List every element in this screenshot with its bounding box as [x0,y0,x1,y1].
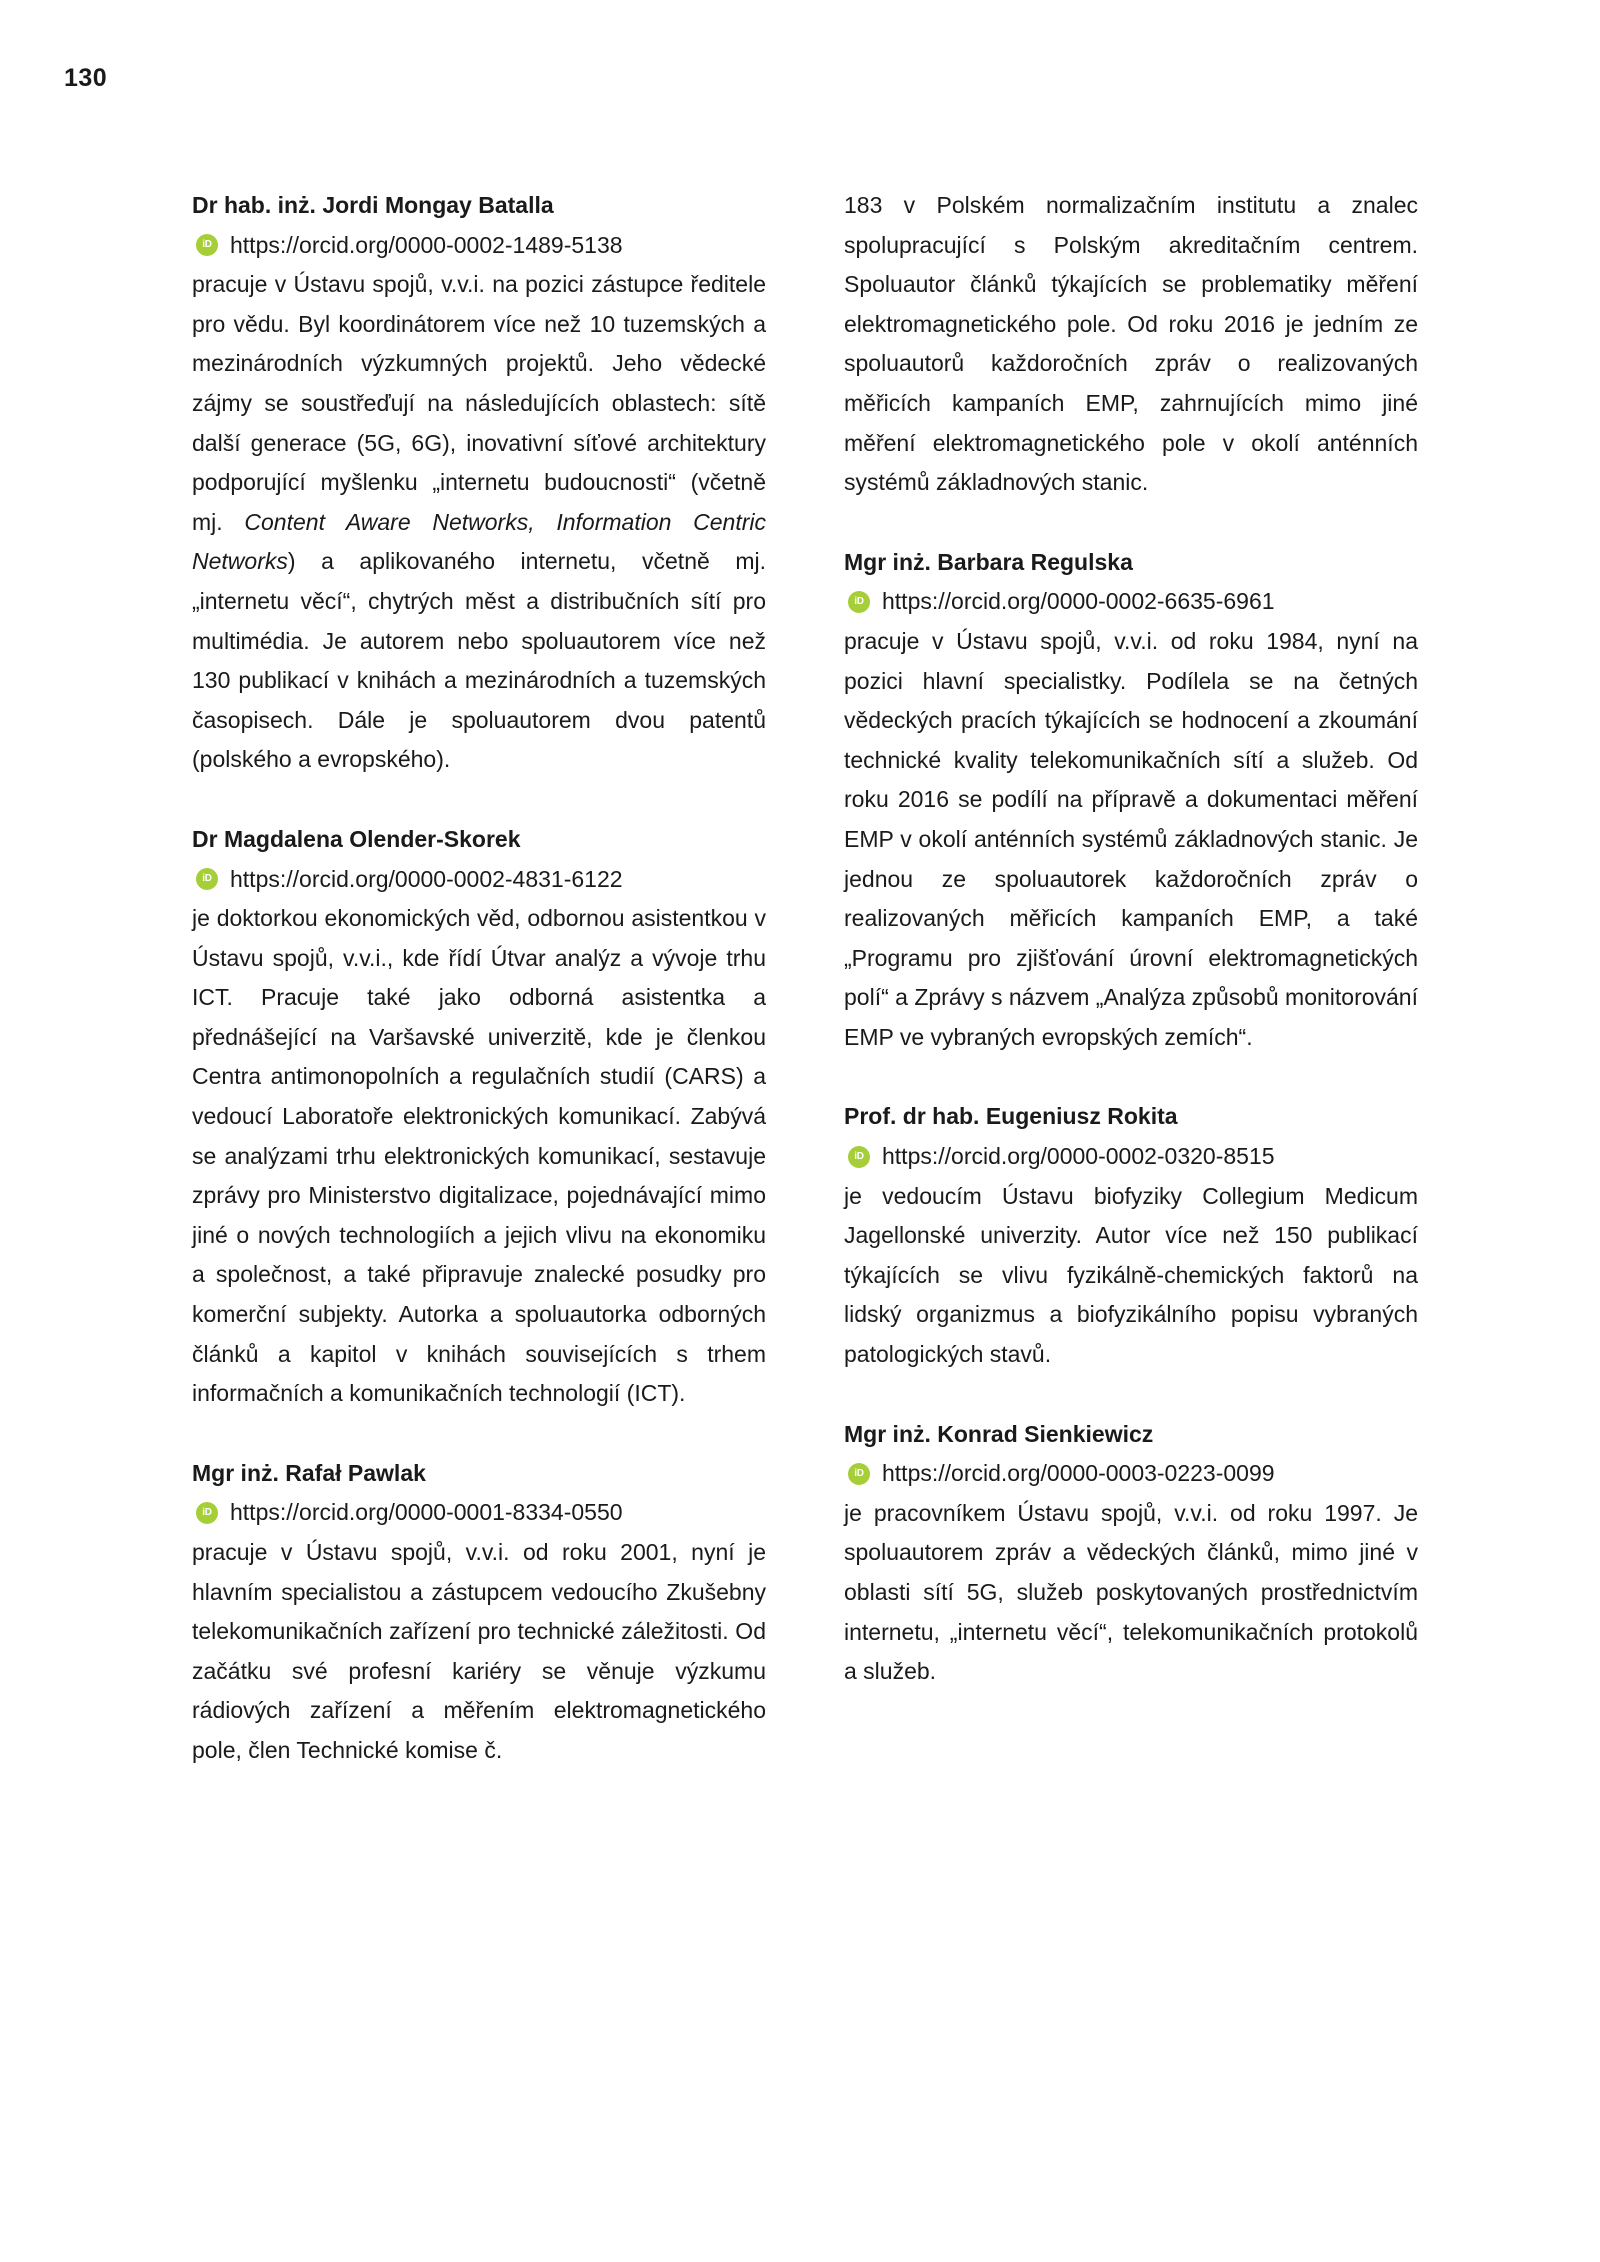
orcid-icon: iD [848,1463,870,1485]
left-column [192,186,766,1811]
orcid-line [192,860,766,900]
orcid-link[interactable]: https://orcid.org/0000-0001-8334-0550 [230,1499,623,1526]
author-entry-regulska [844,543,1418,1058]
orcid-line [844,1454,1418,1494]
author-name: Prof. dr hab. Eugeniusz Rokita [844,1103,1178,1130]
author-bio: pracuje v Ústavu spojů, v.v.i. od roku 1984, nyní na pozici hlavní specialistky. Podílela se na četných vědeckých pracích týkajících se hodnocení a zkoumání technické kvality telekomunikačních sítí a služeb. Od roku 2016 se podílí na přípravě a dokumentaci měření EMP v okolí anténních systémů základnových stanic. Je jednou ze spoluautorek každoročních zpráv o realizovaných měřicích kampaních EMP, a také „Programu pro zjišťování úrovní elektromagnetických polí“ a Zprávy s názvem „Analýza způsobů monitorování EMP ve vybraných evropských zemích“. [844,627,1418,1050]
bio-text-part: pracuje v Ústavu spojů, v.v.i. na pozici zástupce ředitele pro vědu. Byl koordinátorem více než 10 tuzemských a mezinárodních výzkumných projektů. Jeho vědecké zájmy se soustřeďují na následujících oblastech: sítě další generace (5G, 6G), inovativní síťové architektury podporující myšlenku „internetu budoucnosti“ (včetně mj. [192,271,766,535]
author-bio: je pracovníkem Ústavu spojů, v.v.i. od roku 1997. Je spoluautorem zpráv a vědeckých článků, mimo jiné v oblasti sítí 5G, služeb poskytovaných prostřednictvím internetu, „internetu věcí“, telekomunikačních protokolů a služeb. [844,1499,1418,1685]
author-name: Mgr inż. Konrad Sienkiewicz [844,1420,1154,1447]
orcid-link[interactable]: https://orcid.org/0000-0002-1489-5138 [230,231,623,258]
orcid-icon: iD [848,591,870,613]
author-name: Mgr inż. Rafał Pawlak [192,1459,426,1486]
page-number: 130 [64,64,108,92]
bio-text-part: ) a aplikovaného internetu, včetně mj. „internetu věcí“, chytrých měst a distribučních sítí pro multimédia. Je autorem nebo spoluautorem více než 130 publikací v knihách a mezinárodních a tuzemských časopisech. Dále je spoluautorem dvou patentů (polského a evropského). [192,548,766,773]
author-name: Dr Magdalena Olender-Skorek [192,825,521,852]
author-bio: pracuje v Ústavu spojů, v.v.i. od roku 2001, nyní je hlavním specialistou a zástupcem vedoucího Zkušebny telekomunikačních zařízení pro technické záležitosti. Od začátku své profesní kariéry se věnuje výzkumu rádiových zařízení a měřením elektromagnetického pole, člen Technické komise č. [192,1539,766,1763]
bio-italic-terms: Content Aware Networks, Information Centric Networks [192,508,766,575]
right-column [844,186,1418,1732]
orcid-line [844,582,1418,622]
orcid-icon: iD [196,868,218,890]
author-bio: je doktorkou ekonomických věd, odbornou asistentkou v Ústavu spojů, v.v.i., kde řídí Útvar analýz a vývoje trhu ICT. Pracuje také jako odborná asistentka a přednášející na Varšavské univerzitě, kde je členkou Centra antimonopolních a regulačních studií (CARS) a vedoucí Laboratoře elektronických komunikací. Zabývá se analýzami trhu elektronických komunikací, sestavuje zprávy pro Ministerstvo digitalizace, pojednávající mimo jiné o nových technologiích a jejich vlivu na ekonomiku a společnost, a také připravuje znalecké posudky pro komerční subjekty. Autorka a spoluautorka odborných článků a kapitol v knihách souvisejících s trhem informačních a komunikačních technologií (ICT). [192,905,766,1407]
orcid-link[interactable]: https://orcid.org/0000-0003-0223-0099 [882,1460,1275,1487]
author-entry-pawlak [192,1454,766,1771]
author-name: Dr hab. inż. Jordi Mongay Batalla [192,192,554,218]
author-bio [192,265,766,780]
author-bio: je vedoucím Ústavu biofyziky Collegium Medicum Jagellonské univerzity. Autor více než 150 publikací týkajících se vlivu fyzikálně-chemických faktorů na lidský organizmus a biofyzikálního popisu vybraných patologických stavů. [844,1182,1418,1368]
author-entry-rokita [844,1097,1418,1374]
orcid-icon: iD [196,1502,218,1524]
orcid-line [192,226,766,266]
author-bio-continuation: 183 v Polském normalizačním institutu a znalec spolupracující s Polským akreditačním centrem. Spoluautor článků týkajících se problematiky měření elektromagnetického pole. Od roku 2016 je jedním ze spoluautorů každoročních zpráv o realizovaných měřicích kampaních EMP, zahrnujících mimo jiné měření elektromagnetického pole v okolí anténních systémů základnových stanic. [844,192,1418,496]
orcid-line [192,1493,766,1533]
orcid-icon: iD [848,1146,870,1168]
orcid-link[interactable]: https://orcid.org/0000-0002-4831-6122 [230,865,623,892]
orcid-line [844,1137,1418,1177]
author-name: Mgr inż. Barbara Regulska [844,548,1133,575]
author-entry-batalla [192,186,766,780]
author-entry-olender-skorek [192,820,766,1414]
bio-continuation-pawlak [844,186,1418,503]
orcid-icon: iD [196,234,218,256]
author-entry-sienkiewicz [844,1415,1418,1692]
orcid-link[interactable]: https://orcid.org/0000-0002-6635-6961 [882,588,1275,615]
orcid-link[interactable]: https://orcid.org/0000-0002-0320-8515 [882,1143,1275,1170]
